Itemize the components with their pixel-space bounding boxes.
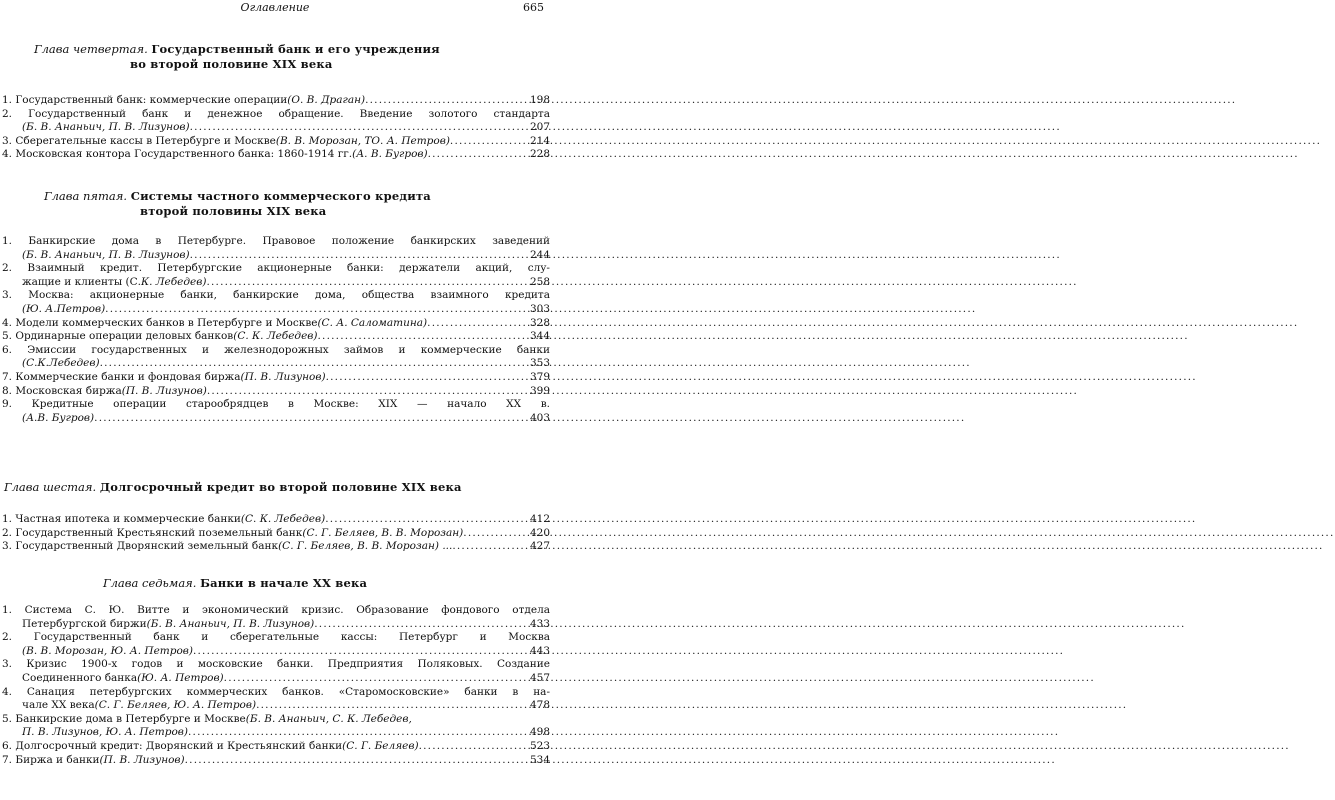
chapter-entries-4 bbox=[0, 94, 550, 162]
toc-entry bbox=[0, 385, 550, 399]
entry-author: (В. В. Морозан, Ю. А. Петров) bbox=[22, 644, 193, 657]
entry-page-number: 412 bbox=[529, 513, 550, 525]
toc-entry-line bbox=[0, 672, 550, 686]
entry-text: 5. Банкирские дома в Петербурге и Москве bbox=[2, 712, 246, 725]
entry-text: 9. Кредитные операции старообрядцев в Москве: XIX — начало XX в. bbox=[2, 398, 550, 411]
toc-entry bbox=[0, 740, 550, 754]
toc-entry-line bbox=[0, 135, 550, 149]
entry-page-number: 427 bbox=[529, 540, 550, 553]
entry-text: Соединенного банка bbox=[22, 671, 138, 684]
toc-entry bbox=[0, 235, 550, 262]
toc-entry-line bbox=[0, 276, 550, 290]
chapter-label: Глава пятая. bbox=[44, 189, 128, 203]
entry-author: (С. Г. Беляев, В. В. Морозан) ... bbox=[278, 540, 453, 553]
leader-dots bbox=[318, 330, 528, 344]
toc-entry bbox=[0, 135, 550, 149]
toc-entry-line bbox=[0, 527, 550, 541]
entry-text: 4. Московская контора Государственного банка: 1860-1914 гг. bbox=[2, 148, 353, 161]
toc-entry-line bbox=[0, 303, 550, 317]
leader-dots bbox=[190, 249, 528, 263]
entry-page-number: 244 bbox=[529, 248, 550, 261]
entry-page-number: 303 bbox=[529, 302, 550, 315]
leader-dots bbox=[450, 135, 528, 149]
toc-entry bbox=[0, 658, 550, 685]
entry-author: (С. К. Лебедев) bbox=[240, 513, 326, 525]
entry-page-number: 328 bbox=[529, 316, 550, 329]
toc-entry bbox=[0, 289, 550, 316]
entry-page-number: 457 bbox=[529, 671, 550, 684]
entry-text: Петербургской биржи bbox=[22, 617, 147, 630]
entry-page-number: 433 bbox=[529, 617, 550, 630]
toc-entry bbox=[0, 398, 550, 425]
toc-entry bbox=[0, 754, 550, 768]
entry-text: 3. Москва: акционерные банки, банкирские дома, общества взаимного кредита bbox=[2, 289, 550, 302]
entry-text: чале XX века bbox=[22, 699, 95, 712]
toc-entry-line bbox=[0, 412, 550, 426]
toc-entry-line bbox=[0, 385, 550, 399]
entry-text: 2. Государственный банк и денежное обращение. Введение золотого стандарта bbox=[2, 107, 550, 120]
entry-author: (Ю. А.Петров) bbox=[22, 302, 106, 315]
leader-dots bbox=[105, 303, 528, 317]
toc-entry-line bbox=[0, 317, 550, 331]
entry-author: (С.К.Лебедев) bbox=[22, 357, 100, 370]
entry-author: (Б. В. Ананьич, П. В. Лизунов) bbox=[22, 248, 190, 261]
toc-entry-line bbox=[0, 289, 550, 303]
entry-page-number: 379 bbox=[529, 370, 550, 383]
toc-entry bbox=[0, 604, 550, 631]
entry-page-number: 478 bbox=[529, 699, 550, 712]
toc-entry bbox=[0, 540, 550, 554]
entry-author: К. Лебедев) bbox=[140, 275, 207, 288]
toc-entry bbox=[0, 262, 550, 289]
entry-page-number: 534 bbox=[529, 753, 550, 766]
entry-text: 4. Санация петербургских коммерческих банков. «Старомосковские» банки в на- bbox=[2, 685, 550, 698]
entry-page-number: 353 bbox=[529, 357, 550, 370]
entry-text: 1. Банкирские дома в Петербурге. Правовое положение банкирских заведений bbox=[2, 235, 550, 247]
entry-page-number: 403 bbox=[529, 411, 550, 424]
entry-page-number: 498 bbox=[529, 726, 550, 739]
entry-text: 5. Ординарные операции деловых банков bbox=[2, 330, 234, 343]
running-head bbox=[0, 0, 550, 18]
entry-author: (Б. В. Ананьич, С. К. Лебедев, bbox=[245, 712, 412, 725]
entry-page-number: 523 bbox=[529, 739, 550, 752]
entry-text: жащие и клиенты (С. bbox=[22, 275, 141, 288]
chapter-entries-5 bbox=[0, 235, 550, 425]
leader-dots bbox=[365, 94, 528, 108]
toc-entry-line bbox=[0, 148, 550, 162]
entry-author: (П. В. Лизунов) bbox=[99, 753, 185, 766]
leader-dots bbox=[206, 276, 527, 290]
entry-page-number: 443 bbox=[529, 644, 550, 657]
entry-text: 3. Кризис 1900-х годов и московские банки. Предприятия Поляковых. Создание bbox=[2, 658, 550, 671]
leader-dots bbox=[419, 740, 528, 754]
leader-dots bbox=[94, 412, 528, 426]
chapter-title: Банки в начале XX века bbox=[200, 576, 368, 590]
entry-page-number: 207 bbox=[529, 121, 550, 134]
toc-entry-line bbox=[0, 713, 550, 727]
toc-entry-line bbox=[0, 513, 550, 527]
entry-author: (С. А. Саломатина) bbox=[317, 316, 428, 329]
leader-dots bbox=[326, 371, 528, 385]
toc-entry-line bbox=[0, 398, 550, 412]
entry-text: 2. Государственный банк и сберегательные кассы: Петербург и Москва bbox=[2, 631, 550, 644]
leader-dots bbox=[314, 618, 528, 632]
toc-entry bbox=[0, 330, 550, 344]
entry-text: 1. Частная ипотека и коммерческие банки bbox=[2, 513, 241, 525]
toc-entry bbox=[0, 371, 550, 385]
entry-text: 1. Государственный банк: коммерческие операции bbox=[2, 94, 288, 106]
entry-text: 3. Государственный Дворянский земельный банк bbox=[2, 540, 279, 553]
toc-entry bbox=[0, 527, 550, 541]
chapter-title: Долгосрочный кредит во второй половине XIX века bbox=[99, 480, 462, 494]
entry-author: (Ю. А. Петров) bbox=[137, 671, 224, 684]
toc-entry-line bbox=[0, 631, 550, 645]
toc-entry-line bbox=[0, 262, 550, 276]
toc-entry bbox=[0, 713, 550, 740]
toc-entry-line bbox=[0, 235, 550, 249]
leader-dots bbox=[428, 148, 528, 162]
entry-text: 2. Взаимный кредит. Петербургские акционерные банки: держатели акций, слу- bbox=[2, 262, 550, 275]
entry-text: 8. Московская биржа bbox=[2, 384, 122, 397]
entry-page-number: 399 bbox=[529, 384, 550, 397]
entry-text: 7. Коммерческие банки и фондовая биржа bbox=[2, 370, 241, 383]
chapter-label: Глава четвертая. bbox=[34, 42, 148, 56]
entry-text: 4. Модели коммерческих банков в Петербурге и Москве bbox=[2, 316, 318, 329]
chapter-heading-6 bbox=[0, 480, 550, 495]
entry-author: (П. В. Лизунов) bbox=[121, 384, 207, 397]
toc-entry bbox=[0, 631, 550, 658]
toc-entry bbox=[0, 513, 550, 527]
toc-entry-line bbox=[0, 686, 550, 700]
toc-entry bbox=[0, 148, 550, 162]
entry-author: (С. К. Лебедев) bbox=[233, 330, 318, 343]
toc-entry bbox=[0, 686, 550, 713]
chapter-heading-7 bbox=[0, 576, 550, 591]
toc-entry-line bbox=[0, 645, 550, 659]
toc-entry-line bbox=[0, 108, 550, 122]
chapter-heading-4 bbox=[0, 42, 550, 72]
chapter-label: Глава шестая. bbox=[4, 480, 97, 494]
chapter-title-cont: второй половины XIX века bbox=[140, 204, 327, 218]
toc-entry-line bbox=[0, 330, 550, 344]
leader-dots bbox=[193, 645, 528, 659]
toc-entry-line bbox=[0, 540, 550, 554]
entry-author: (С. Г. Беляев, В. В. Морозан) bbox=[302, 526, 464, 539]
page-number: 665 bbox=[523, 1, 544, 14]
entry-text: 6. Долгосрочный кредит: Дворянский и Крестьянский банки bbox=[2, 739, 343, 752]
toc-entry bbox=[0, 94, 550, 108]
entry-author: (П. В. Лизунов) bbox=[240, 370, 326, 383]
entry-author: (А. В. Бугров) bbox=[352, 148, 428, 161]
running-head-title: Оглавление bbox=[240, 1, 310, 14]
toc-entry-line bbox=[0, 371, 550, 385]
leader-dots bbox=[188, 726, 528, 740]
toc-entry-line bbox=[0, 658, 550, 672]
entry-text: 2. Государственный Крестьянский поземельный банк bbox=[2, 526, 303, 539]
chapter-title: Государственный банк и его учреждения bbox=[151, 42, 440, 56]
entry-page-number: 344 bbox=[529, 330, 550, 343]
toc-entry-line bbox=[0, 121, 550, 135]
entry-text: 3. Сберегательные кассы в Петербурге и Москве bbox=[2, 134, 276, 147]
leader-dots bbox=[100, 357, 528, 371]
entry-author: (А.В. Бугров) bbox=[22, 411, 95, 424]
toc-entry-line bbox=[0, 740, 550, 754]
entry-page-number: 228 bbox=[529, 148, 550, 161]
entry-author: (С. Г. Беляев, Ю. А. Петров) bbox=[94, 699, 257, 712]
toc-entry bbox=[0, 317, 550, 331]
toc-entry-line bbox=[0, 249, 550, 263]
entry-page-number: 198 bbox=[529, 94, 550, 106]
toc-entry bbox=[0, 344, 550, 371]
toc-entry-line bbox=[0, 618, 550, 632]
toc-entry-line bbox=[0, 344, 550, 358]
chapter-entries-6 bbox=[0, 513, 550, 554]
toc-entry-line bbox=[0, 94, 550, 108]
entry-author: (Б. В. Ананьич, П. В. Лизунов) bbox=[22, 121, 190, 134]
leader-dots bbox=[256, 699, 528, 713]
entry-author: (В. В. Морозан, ТО. А. Петров) bbox=[275, 134, 450, 147]
leader-dots bbox=[463, 527, 528, 541]
entry-author: (О. В. Драган) bbox=[287, 94, 366, 106]
entry-text: 1. Система С. Ю. Витте и экономический кризис. Образование фондового отдела bbox=[2, 604, 550, 616]
entry-author: П. В. Лизунов, Ю. А. Петров) bbox=[22, 726, 189, 739]
leader-dots bbox=[207, 385, 528, 399]
leader-dots bbox=[224, 672, 528, 686]
toc-entry-line bbox=[0, 699, 550, 713]
entry-text: 6. Эмиссии государственных и железнодорожных займов и коммерческие банки bbox=[2, 343, 550, 356]
chapter-entries-7 bbox=[0, 604, 550, 767]
entry-page-number: 258 bbox=[529, 275, 550, 288]
leader-dots bbox=[427, 317, 528, 331]
chapter-title-cont: во второй половине XIX века bbox=[130, 57, 333, 71]
leader-dots bbox=[190, 121, 528, 135]
toc-entry-line bbox=[0, 357, 550, 371]
entry-page-number: 214 bbox=[529, 134, 550, 147]
toc-entry-line bbox=[0, 604, 550, 618]
entry-author: (Б. В. Ананьич, П. В. Лизунов) bbox=[146, 617, 315, 630]
toc-entry-line bbox=[0, 754, 550, 768]
toc-page bbox=[0, 0, 550, 800]
entry-author: (С. Г. Беляев) bbox=[342, 739, 419, 752]
toc-entry-line bbox=[0, 726, 550, 740]
toc-entry bbox=[0, 108, 550, 135]
chapter-heading-5 bbox=[0, 189, 550, 219]
entry-text: 7. Биржа и банки bbox=[2, 753, 100, 766]
leader-dots bbox=[325, 513, 528, 527]
leader-dots bbox=[185, 754, 528, 768]
chapter-label: Глава седьмая. bbox=[103, 576, 197, 590]
leader-dots bbox=[452, 540, 528, 554]
entry-page-number: 420 bbox=[529, 526, 550, 539]
chapter-title: Системы частного коммерческого кредита bbox=[130, 189, 431, 203]
